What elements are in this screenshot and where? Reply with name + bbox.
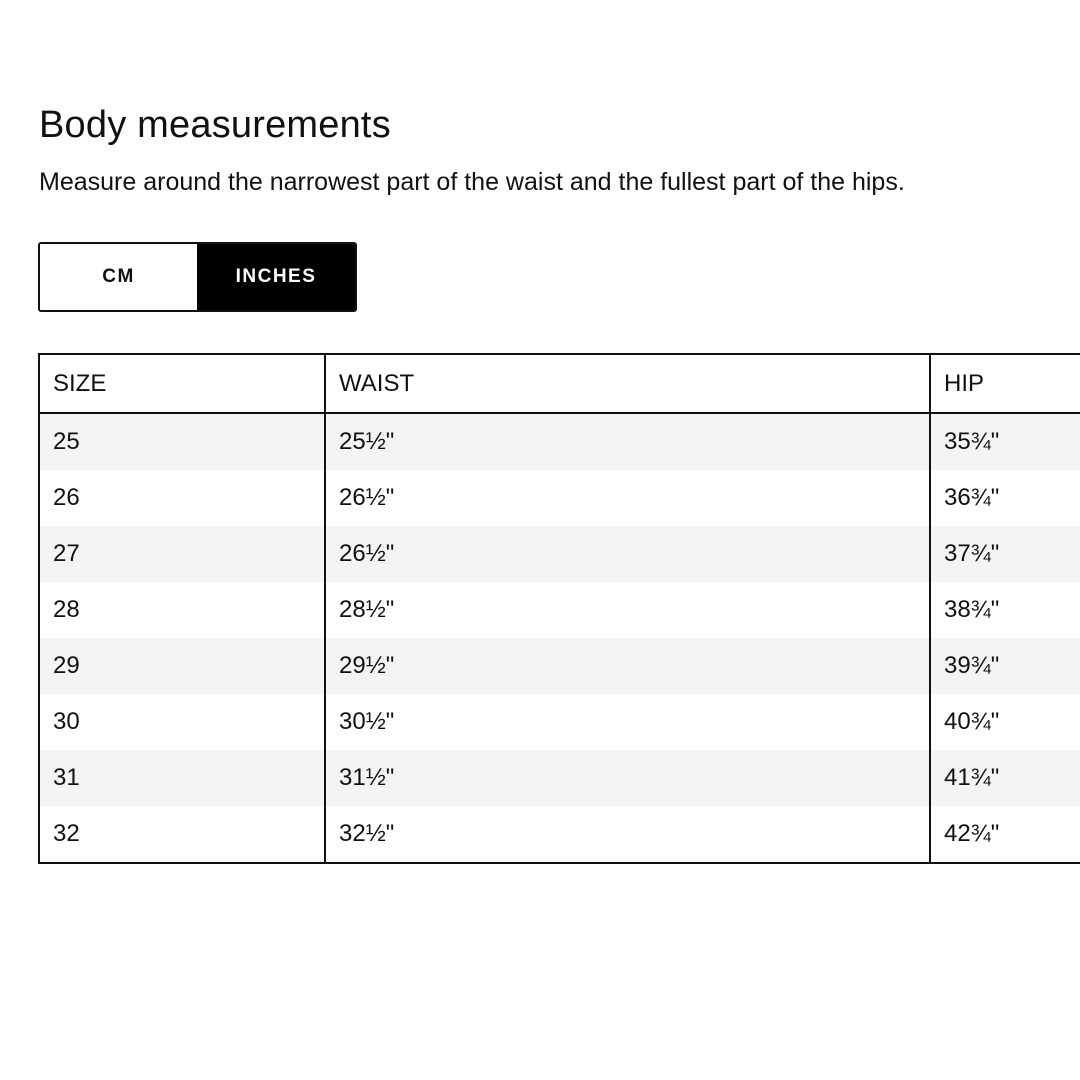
size-cell: 25 xyxy=(39,413,325,470)
size-cell: 32 xyxy=(39,806,325,863)
size-cell: 31 xyxy=(39,750,325,806)
hip-cell: 35¾" xyxy=(930,413,1080,470)
table-header-row xyxy=(39,354,1080,413)
hip-cell: 40¾" xyxy=(930,694,1080,750)
size-cell: 29 xyxy=(39,638,325,694)
hip-cell: 42¾" xyxy=(930,806,1080,863)
page-subtitle: Measure around the narrowest part of the waist and the fullest part of the hips. xyxy=(39,168,905,196)
table-row xyxy=(39,694,1080,750)
unit-toggle xyxy=(38,242,357,312)
size-table xyxy=(38,353,1080,864)
waist-cell: 26½" xyxy=(325,526,930,582)
size-cell: 30 xyxy=(39,694,325,750)
table-row xyxy=(39,470,1080,526)
table-row xyxy=(39,413,1080,470)
waist-cell: 29½" xyxy=(325,638,930,694)
table-row xyxy=(39,526,1080,582)
waist-cell: 32½" xyxy=(325,806,930,863)
hip-cell: 38¾" xyxy=(930,582,1080,638)
cm-unit-button[interactable]: CM xyxy=(40,244,197,310)
waist-cell: 28½" xyxy=(325,582,930,638)
size-column-header: SIZE xyxy=(39,354,325,413)
table-row xyxy=(39,750,1080,806)
hip-cell: 37¾" xyxy=(930,526,1080,582)
size-cell: 26 xyxy=(39,470,325,526)
size-cell: 28 xyxy=(39,582,325,638)
page-title: Body measurements xyxy=(39,104,391,146)
table-row xyxy=(39,638,1080,694)
table-row xyxy=(39,806,1080,863)
inches-unit-button[interactable]: INCHES xyxy=(197,244,355,310)
hip-cell: 36¾" xyxy=(930,470,1080,526)
waist-cell: 25½" xyxy=(325,413,930,470)
size-cell: 27 xyxy=(39,526,325,582)
waist-cell: 31½" xyxy=(325,750,930,806)
waist-column-header: WAIST xyxy=(325,354,930,413)
hip-cell: 39¾" xyxy=(930,638,1080,694)
waist-cell: 26½" xyxy=(325,470,930,526)
hip-column-header: HIP xyxy=(930,354,1080,413)
hip-cell: 41¾" xyxy=(930,750,1080,806)
table-row xyxy=(39,582,1080,638)
waist-cell: 30½" xyxy=(325,694,930,750)
